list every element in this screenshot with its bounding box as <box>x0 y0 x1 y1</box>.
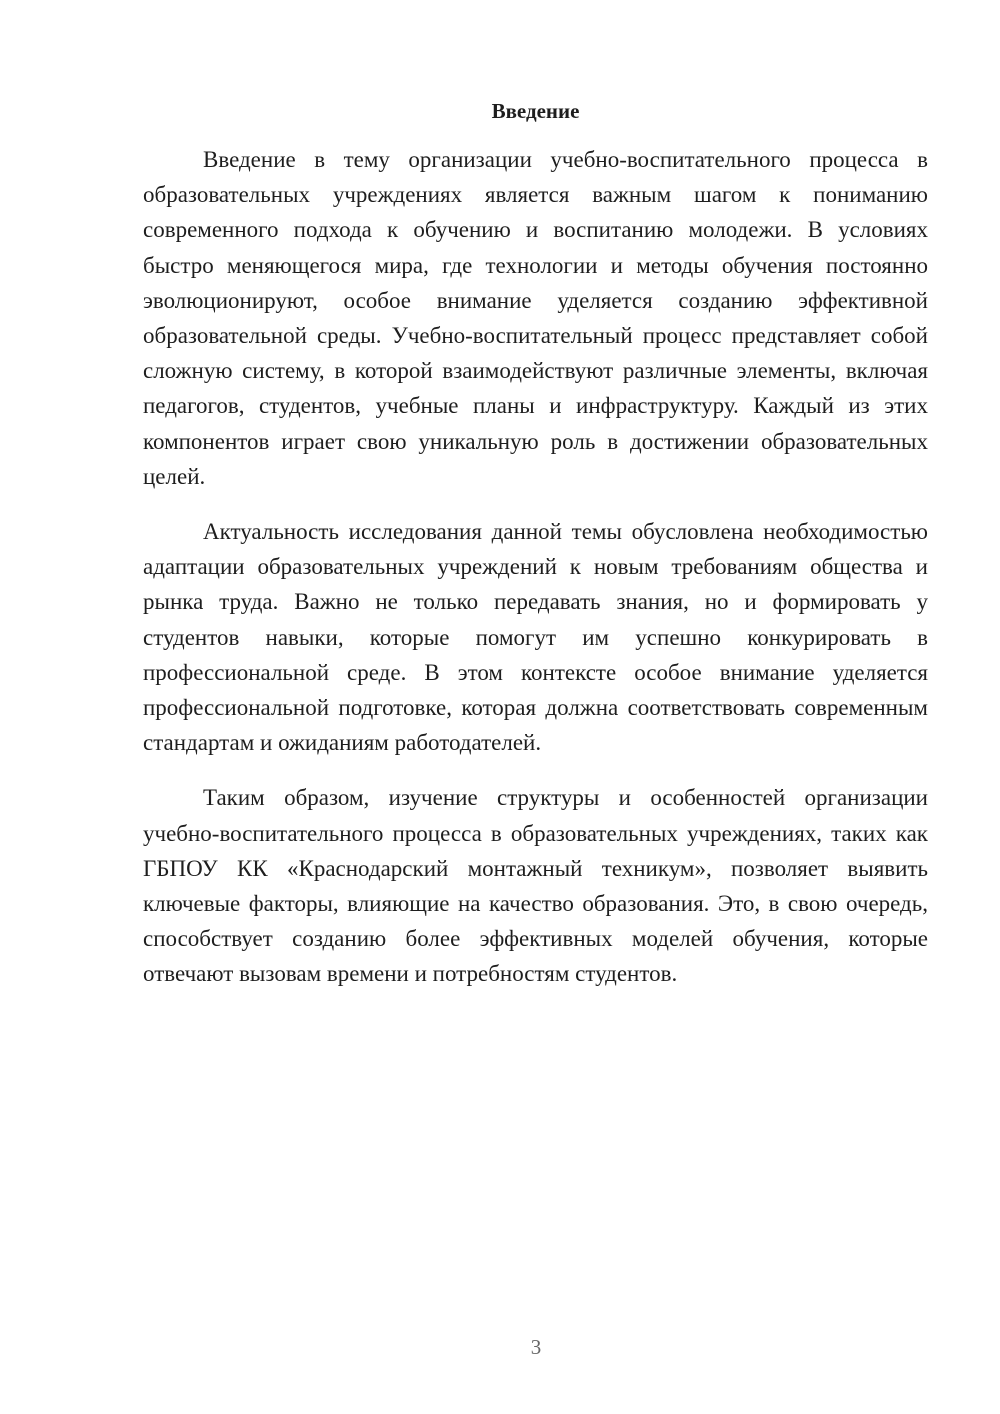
body-text <box>143 142 928 1012</box>
section-heading: Введение <box>491 99 580 123</box>
paragraph-conclusion: Таким образом, изучение структуры и особенностей организации учебно-воспитательного процесса в образовательных учреждениях, таких как ГБПОУ КК «Краснодарский монтажный техникум», позволяет выявить ключевые факторы, влияющие на качество образования. Это, в свою очередь, способствует созданию более эффективных моделей обучения, которые отвечают вызовам времени и потребностям студентов. <box>143 785 928 987</box>
page-number: 3 <box>530 1335 542 1359</box>
paragraph-introduction: Введение в тему организации учебно-воспитательного процесса в образовательных учреждениях является важным шагом к пониманию современного подхода к обучению и воспитанию молодежи. В условиях быстро меняющегося мира, где технологии и методы обучения постоянно эволюционируют, особое внимание уделяется созданию эффективной образовательной среды. Учебно-воспитательный процесс представляет собой сложную систему, в которой взаимодействуют различные элементы, включая педагогов, студентов, учебные планы и инфраструктуру. Каждый из этих компонентов играет свою уникальную роль в достижении образовательных целей. <box>143 147 928 489</box>
paragraph-relevance: Актуальность исследования данной темы обусловлена необходимостью адаптации образовательных учреждений к новым требованиям общества и рынка труда. Важно не только передавать знания, но и формировать у студентов навыки, которые помогут им успешно конкурировать в профессиональной среде. В этом контексте особое внимание уделяется профессиональной подготовке, которая должна соответствовать современным стандартам и ожиданиям работодателей. <box>143 519 928 756</box>
